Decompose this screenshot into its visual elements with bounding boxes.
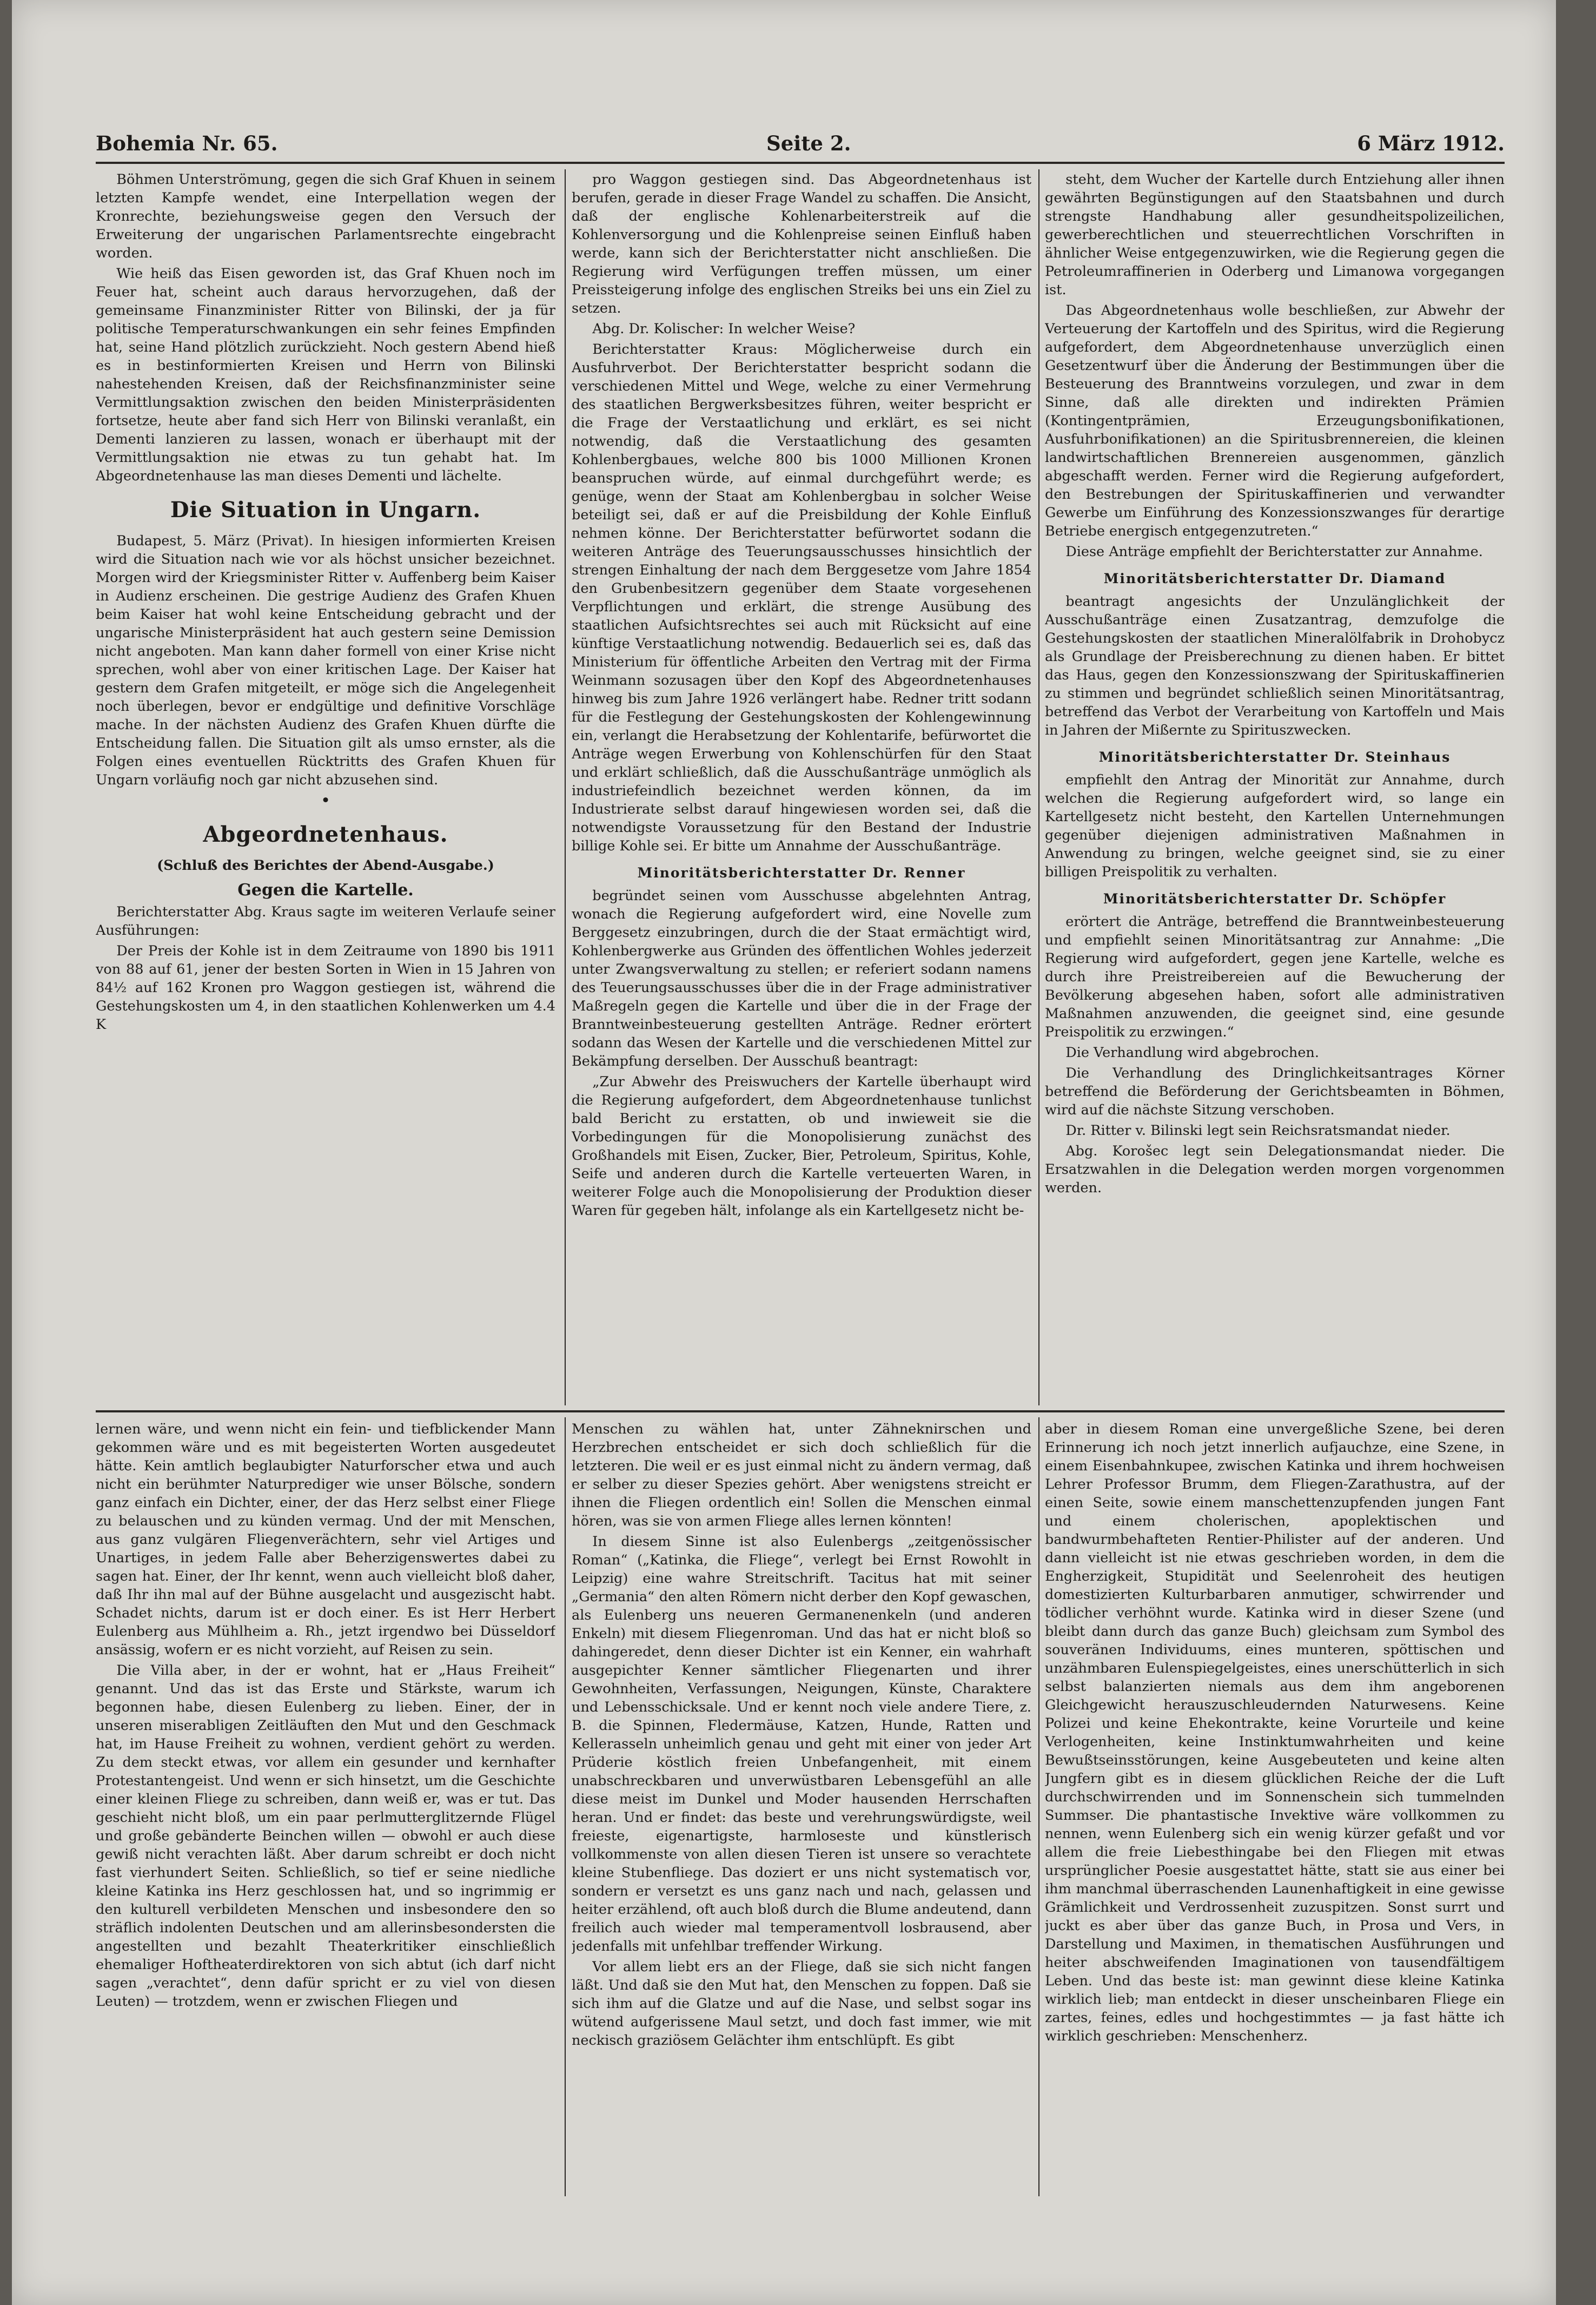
paragraph: Der Preis der Kohle ist in dem Zeitraume von 1890 bis 1911 von 88 auf 61, jener der besten Sorten in Wien in 15 Jahren von 84½ auf 162 Kronen pro Waggon gestiegen ist, während die Gestehungskosten um 4, in den staatlichen Kohlenwerken um 4.4 K (96, 943, 555, 1033)
paragraph: lernen wäre, und wenn nicht ein fein- und tiefblickender Mann gekommen wäre und es mit begeisterten Worten ausgedeutet hätte. Kein amtlich beglaubigter Naturforscher etwa und auch nicht ein berühmter Naturprediger wie unser Bölsche, sondern ganz einfach ein Dichter, einer, der das Herz selbst einer Fliege zu belauschen und zu künden vermag. Und der mit Menschen, aus ganz vulgären Fliegenverächtern, sehr viel Artiges und Unartiges, in jedem Falle aber Beherzigenswertes dabei zu sagen hat. Einer, der Ihr kennt, wenn auch vielleicht bloß daher, daß Ihr ihn mal auf der Bühne ausgelacht und ausgezischt habt. Schadet nichts, darum ist er doch einer. Es ist Herr Herbert Eulenberg aus Mühlheim a. Rh., jetzt irgendwo bei Düsseldorf ansässig, wofern er es nicht vorzieht, auf Reisen zu sein. (96, 1421, 555, 1658)
paragraph: Budapest, 5. März (Privat). In hiesigen informierten Kreisen wird die Situation nach wie vor als höchst unsicher bezeichnet. Morgen wird der Kriegsminister Ritter v. Auffenberg beim Kaiser in Audienz erscheinen. Die gestrige Audienz des Grafen Khuen beim Kaiser hat wohl keine Entscheidung gebracht und der ungarische Ministerpräsident hat auch gestern seine Demission nicht angeboten. Man kann daher formell von einer Krise nicht sprechen, wohl aber von einer kritischen Lage. Der Kaiser hat gestern dem Grafen mitgeteilt, er möge sich die Angelegenheit noch überlegen, bevor er endgültige und definitive Vorschläge mache. In der nächsten Audienz des Grafen Khuen dürfte die Entscheidung fallen. Die Situation gilt als umso ernster, als die Folgen eines eventuellen Rücktritts des Grafen Khuen für Ungarn vorläufig noch gar nicht abzusehen sind. (96, 533, 555, 788)
page-content (96, 105, 1505, 2215)
paragraph: erörtert die Anträge, betreffend die Branntweinbesteuerung und empfiehlt seinen Minoritätsantrag zur Annahme: „Die Regierung wird aufgefordert, gegen jene Kartelle, welche es durch ihre Preistreibereien auf die Bewucherung der Bevölkerung abgesehen haben, sofort alle administrativen Maßnahmen anzuwenden, die geeignet sind, eine gesunde Preispolitik zu erzwingen.“ (1045, 914, 1505, 1040)
paragraph: Abg. Korošec legt sein Delegationsmandat nieder. Die Ersatzwahlen in die Delegation werden morgen vorgenommen werden. (1045, 1143, 1505, 1196)
paragraph: Böhmen Unterströmung, gegen die sich Graf Khuen in seinem letzten Kampfe wendet, eine Interpellation wegen der Kronrechte, beziehungsweise gegen den Versuch der Erweiterung der ungarischen Parlamentsrechte eingebracht worden. (96, 171, 555, 261)
paragraph: steht, dem Wucher der Kartelle durch Entziehung aller ihnen gewährten Begünstigungen auf den Staatsbahnen und durch strengste Handhabung aller gesundheitspolizeilichen, gewerberechtlichen und steuerrechtlichen Vorschriften in ähnlicher Weise entgegenzuwirken, wie die Regierung gegen die Petroleumraffinerien in Oderberg und Limanowa vorgegangen ist. (1045, 171, 1505, 298)
separator-dot: • (321, 792, 330, 809)
paragraph: Berichterstatter Kraus: Möglicherweise durch ein Ausfuhrverbot. Der Berichterstatter bespricht sodann die verschiedenen Mittel und Wege, welche zu einer Vermehrung des staatlichen Bergwerksbesitzes führen, weiter bespricht er die Frage der Verstaatlichung und erklärt, es sei nicht notwendig, daß die Verstaatlichung des gesamten Kohlenbergbaues, welche 800 bis 1000 Millionen Kronen beanspruchen würde, auf einmal durchgeführt werde; es genüge, wenn der Staat am Kohlenbergbau in solcher Weise beteiligt sei, daß er auf die Preisbildung der Kohle Einfluß nehmen könne. Der Berichterstatter befürwortet sodann die weiteren Anträge des Teuerungsausschusses hinsichtlich der strengen Einhaltung der nach dem Berggesetze vom Jahre 1854 den Grubenbesitzern gegenüber dem Staate vorgesehenen Verpflichtungen und erklärt, die strenge Ausübung des staatlichen Aufsichtsrechtes sei auch mit Rücksicht auf eine künftige Verstaatlichung notwendig. Bedauerlich sei es, daß das Ministerium für öffentliche Arbeiten den Vertrag mit der Firma Weinmann sozusagen über den Kopf des Abgeordnetenhauses hinweg bis zum Jahre 1926 verlängert habe. Redner tritt sodann für die Festlegung der Gestehungskosten der Kohlengewinnung ein, verlangt die Herabsetzung der Kohlentarife, befürwortet die Anträge wegen Erwerbung von Kohlenschürfen für den Staat und erklärt schließlich, daß die Ausschußanträge unmöglich als industriefeindlich bezeichnet werden können, da im Industrierate selbst darauf hingewiesen worden sei, daß die notwendigste Voraussetzung für den Bestand der Industrie billige Kohle sei. Er bitte um Annahme der Ausschußanträge. (572, 341, 1031, 854)
paragraph: „Zur Abwehr des Preiswuchers der Kartelle überhaupt wird die Regierung aufgefordert, dem Abgeordnetenhause tunlichst bald Bericht zu erstatten, ob und inwieweit sie die Vorbedingungen für die Monopolisierung zunächst des Großhandels mit Eisen, Zucker, Bier, Petroleum, Spiritus, Kohle, Seife und anderen durch die Kartelle verteuerten Waren, in weiterer Folge auch die Monopolisierung der Produktion dieser Waren für gegeben hält, infolange als ein Kartellgesetz nicht be- (572, 1074, 1031, 1219)
speaker-heading-diamand: Minoritätsberichterstatter Dr. Diamand (1103, 571, 1446, 586)
feuilleton-column-2 (572, 1420, 1031, 2196)
paragraph: In diesem Sinne ist also Eulenbergs „zeitgenössischer Roman“ („Katinka, die Fliege“, verlegt bei Ernst Rowohlt in Leipzig) eine wahre Streitschrift. Tacitus hat mit seiner „Germania“ den alten Römern nicht derber den Kopf gewaschen, als Eulenberg uns neueren Germanenenkeln (und anderen Enkeln) mit diesem Fliegenroman. Und das hat er nicht bloß so dahingeredet, denn dieser Dichter ist ein Kenner, ein wahrhaft ausgepichter Kenner sämtlicher Fliegenarten und ihrer Gewohnheiten, Verfassungen, Neigungen, Künste, Charaktere und Lebensschicksale. Und er kennt noch viele andere Tiere, z. B. die Spinnen, Fledermäuse, Katzen, Hunde, Ratten und Kellerasseln unheimlich genau und geht mit einer von jeder Art Prüderie köstlich freien Unbefangenheit, mit einem unabschreckbaren und unverwüstbaren Lebensgefühl an alle diese meist im Dunkel und Moder hausenden Herrschaften heran. Und er findet: das beste und verehrungswürdigste, weil freieste, eigenartigste, harmloseste und künstlerisch vollkommenste von allen diesen Tieren ist unsere so verachtete kleine Stubenfliege. Das doziert er uns nicht systematisch vor, sondern er versetzt es uns ganz nach und nach, gelassen und heiter erzählend, oft auch bloß durch die Blume andeutend, dann freilich auch wieder mal temperamentvoll losbrausend, aber jedenfalls mit unfehlbar treffender Wirkung. (572, 1534, 1031, 1954)
feuilleton-rule (96, 1410, 1505, 1412)
header-rule (96, 162, 1505, 164)
speaker-heading-steinhaus: Minoritätsberichterstatter Dr. Steinhaus (1098, 749, 1451, 765)
page-header (96, 127, 1505, 160)
header-issue: Bohemia Nr. 65. (96, 131, 278, 155)
paragraph: Die Villa aber, in der er wohnt, hat er „Haus Freiheit“ genannt. Und das ist das Erste und Stärkste, warum ich begonnen habe, diesen Eulenberg zu lieben. Einer, der in unseren miserabligen Zeitläuften den Mut und den Geschmack hat, im Hause Freiheit zu wohnen, verdient gehört zu werden. Zu dem steckt etwas, vor allem ein gesunder und kernhafter Protestantengeist. Und wenn er sich hinsetzt, um die Geschichte einer kleinen Fliege zu schreiben, dann weiß er, was er tut. Das geschieht nicht bloß, um ein paar perlmutterglitzernde Flügel und große gebänderte Beinchen willen — obwohl er auch diese gewiß nicht verachten läßt. Aber darum schreibt er doch nicht fast vierhundert Seiten. Schließlich, so tief er seine niedliche kleine Katinka ins Herz geschlossen hat, und so ingrimmig er den kulturell verbildeten Menschen und insbesondere den so sträflich indolenten Deutschen und am allerinsbesondersten die angestellten und bezahlt Theaterkritiker einschließlich ehemaliger Hoftheaterdirektoren von sich abtut (ich darf nicht sagen „verachtet“, denn dafür spricht er zu viel von diesen Leuten) — trotzdem, wenn er zwischen Fliegen und (96, 1662, 555, 2010)
paragraph: Die Verhandlung wird abgebrochen. (1065, 1045, 1319, 1061)
newspaper-page (12, 0, 1556, 2305)
paragraph: Vor allem liebt ers an der Fliege, daß sie sich nicht fangen läßt. Und daß sie den Mut hat, den Menschen zu foppen. Daß sie sich ihm auf die Glatze und auf die Nase, und selbst sogar ins wütend aufgerissene Maul setzt, und doch fast immer, wie mit neckisch graziösem Gelächter ihm entschlüpft. Es gibt (572, 1959, 1031, 2049)
paragraph: Wie heiß das Eisen geworden ist, das Graf Khuen noch im Feuer hat, scheint auch daraus hervorzugehen, daß der gemeinsame Finanzminister Ritter von Bilinski, der ja für politische Temperaturschwankungen ein sehr feines Empfinden hat, seine Hand plötzlich zurückzieht. Noch gestern Abend hieß es in bestinformierten Kreisen und Herrn von Bilinski nahestehenden Kreisen, daß der Reichsfinanzminister seine Vermittlungsaktion zwischen den beiden Ministerpräsidenten fortsetze, heute aber fand sich Herr von Bilinski veranlaßt, ein Dementi lanzieren zu lassen, wonach er überhaupt mit der Vermittlungsaktion nie etwas zu tun gehabt hat. Im Abgeordnetenhause las man dieses Dementi und lächelte. (96, 266, 555, 484)
speaker-heading-schoepfer: Minoritätsberichterstatter Dr. Schöpfer (1103, 891, 1447, 907)
paragraph: pro Waggon gestiegen sind. Das Abgeordnetenhaus ist berufen, gerade in dieser Frage Wandel zu schaffen. Die Ansicht, daß der englische Kohlenarbeiterstreik auf die Kohlenversorgung und die Kohlenpreise seinen Einfluß haben werde, kann sich der Berichterstatter nicht anschließen. Die Regierung wird Verfügungen treffen müssen, um einer Preissteigerung infolge des englischen Streiks bei uns ein Ziel zu setzen. (572, 171, 1031, 316)
subheading: (Schluß des Berichtes der Abend-Ausgabe.) (157, 857, 494, 874)
column-rule (565, 169, 566, 1405)
news-column-3 (1045, 170, 1505, 1405)
paragraph: Menschen zu wählen hat, unter Zähneknirschen und Herzbrechen entscheidet er sich doch schließlich für die letzteren. Die weil er es just einmal nicht zu ändern vermag, daß er selber zu dieser Spezies gehört. Aber wenigstens streicht er ihnen die Fliegen ordentlich ein! Sollen die Menschen einmal hören, was sie von armen Fliege alles lernen könnten! (572, 1421, 1031, 1529)
section-heading-abgeordnetenhaus: Abgeordnetenhaus. (203, 822, 448, 847)
speaker-heading-renner: Minoritätsberichterstatter Dr. Renner (637, 865, 966, 881)
paragraph: Das Abgeordnetenhaus wolle beschließen, zur Abwehr der Verteuerung der Kartoffeln und des Spiritus, wird die Regierung aufgefordert, dem Abgeordnetenhause unverzüglich einen Gesetzentwurf über die Änderung der Bestimmungen über die Besteuerung des Branntweins vorzulegen, und zwar in dem Sinne, daß alle direkten und indirekten Prämien (Kontingentprämien, Erzeugungsbonifikationen, Ausfuhrbonifikationen) an die Spiritusbrennereien, die kleinen landwirtschaftlichen Brennereien ausgenommen, gänzlich abgeschafft werden. Ferner wird die Regierung aufgefordert, den Bestrebungen der Spirituskaffinerien und verwandter Gewerbe um Einführung des Konzessionszwanges für derartige Betriebe energisch entgegenzutreten.“ (1045, 302, 1505, 539)
section-heading-ungarn: Die Situation in Ungarn. (170, 497, 481, 523)
paragraph: begründet seinen vom Ausschusse abgelehnten Antrag, wonach die Regierung aufgefordert wird, eine Novelle zum Berggesetz einzubringen, durch die der Staat ermächtigt wird, Kohlenbergwerke aus Gründen des öffentlichen Wohles jederzeit unter Zwangsverwaltung zu stellen; er referiert sodann namens des Teuerungsausschusses über die in der Frage administrativer Maßregeln gegen die Kartelle und über die in der Frage der Branntweinbesteuerung gestellten Anträge. Redner erörtert sodann das Wesen der Kartelle und die verschiedenen Mittel zur Bekämpfung derselben. Der Ausschuß beantragt: (572, 888, 1031, 1069)
column-rule (1038, 169, 1039, 1405)
paragraph: Dr. Ritter v. Bilinski legt sein Reichsratsmandat nieder. (1065, 1122, 1451, 1139)
feuilleton-column-3 (1045, 1420, 1505, 2196)
header-date: 6 März 1912. (1357, 131, 1505, 155)
column-rule (565, 1417, 566, 2196)
column-rule (1038, 1417, 1039, 2196)
header-page-number: Seite 2. (766, 131, 851, 155)
news-column-2 (572, 170, 1031, 1405)
paragraph: Diese Anträge empfiehlt der Berichterstatter zur Annahme. (1065, 544, 1483, 560)
section-heading-kartelle: Gegen die Kartelle. (237, 881, 414, 900)
paragraph: empfiehlt den Antrag der Minorität zur Annahme, durch welchen die Regierung aufgefordert wird, so lange ein Kartellgesetz nicht besteht, den Kartellen Unternehmungen gegenüber diejenigen administrativen Maßnahmen in Anwendung zu bringen, welche geeignet sind, sie zu einer billigen Preispolitik zu verhalten. (1045, 772, 1505, 880)
paragraph: Abg. Dr. Kolischer: In welcher Weise? (592, 321, 856, 337)
paragraph: Berichterstatter Abg. Kraus sagte im weiteren Verlaufe seiner Ausführungen: (96, 904, 555, 939)
paragraph: aber in diesem Roman eine unvergeßliche Szene, bei deren Erinnerung ich noch jetzt innerlich aufjauchze, eine Szene, in einem Eisenbahnkupee, zwischen Katinka und ihrem hochweisen Lehrer Professor Brumm, dem Fliegen-Zarathustra, auf der einen Seite, sowie einem manschettenzupfenden jungen Fant und einem cholerischen, apoplektischen und bandwurmbehafteten Rentier-Philister auf der anderen. Und dann vielleicht ist nie etwas geschrieben worden, in dem die Engherzigkeit, Stupidität und Seelenroheit des heutigen domestizierten Kulturbarbaren anmutiger, schwirrender und tödlicher verhöhnt wurde. Katinka wird in dieser Szene (und bleibt dann durch das ganze Buch) gleichsam zum Symbol des souveränen Individuums, eines munteren, spöttischen und unzähmbaren Eulenspiegelgeistes, eines unerschütterlich in sich selbst balanzierten niemals aus dem ihm angeborenen Gleichgewicht herauszuschleudernden Naturwesens. Keine Polizei und keine Ehekontrakte, keine Vorurteile und keine Verlogenheiten, keine Instinktumwahrheiten und keine Bewußtseinsstörungen, keine Ausgebeuteten und keine alten Jungfern gibt es in diesem glücklichen Reiche der die Luft durchschwirrenden und im Sonnenschein sich tummelnden Summser. Die phantastische Invektive wäre vollkommen zu nennen, wenn Eulenberg sich ein wenig kürzer gefaßt und vor allem die freie Liebesthingabe bei den Fliegen mit etwas ursprünglicher Poesie ausgestattet hätte, statt sie aus einer bei ihm manchmal überraschenden Launenhaftigkeit in eine gewisse Grämlichkeit und Verdrossenheit zuzuspitzen. Sonst surrt und juckt es aber über das ganze Buch, in Prosa und Vers, in Darstellung und Maximen, in thematischen Ausführungen und heiter abschweifenden Imaginationen von tausendfältigem Leben. Und das beste ist: man gewinnt diese kleine Katinka wirklich lieb; man entdeckt in dieser unscheinbaren Fliege ein zartes, feines, edles und hochgestimmtes — ja fast hätte ich wirklich geschrieben: Menschenherz. (1045, 1421, 1505, 2044)
paragraph: Die Verhandlung des Dringlichkeitsantrages Körner betreffend die Beförderung der Gerichtsbeamten in Böhmen, wird auf die nächste Sitzung verschoben. (1045, 1065, 1505, 1118)
paragraph: beantragt angesichts der Unzulänglichkeit der Ausschußanträge einen Zusatzantrag, demzufolge die Gestehungskosten der staatlichen Mineralölfabrik in Drohobycz als Grundlage der Preisberechnung zu dienen haben. Er bittet das Haus, gegen den Konzessionszwang der Spirituskaffinerien zu stimmen und begründet schließlich seinen Minoritätsantrag, betreffend das Verbot der Verarbeitung von Kartoffeln und Mais in Jahren der Mißernte zu Spirituszwecken. (1045, 593, 1505, 738)
feuilleton-column-1 (96, 1420, 555, 2196)
news-column-1 (96, 170, 555, 1405)
